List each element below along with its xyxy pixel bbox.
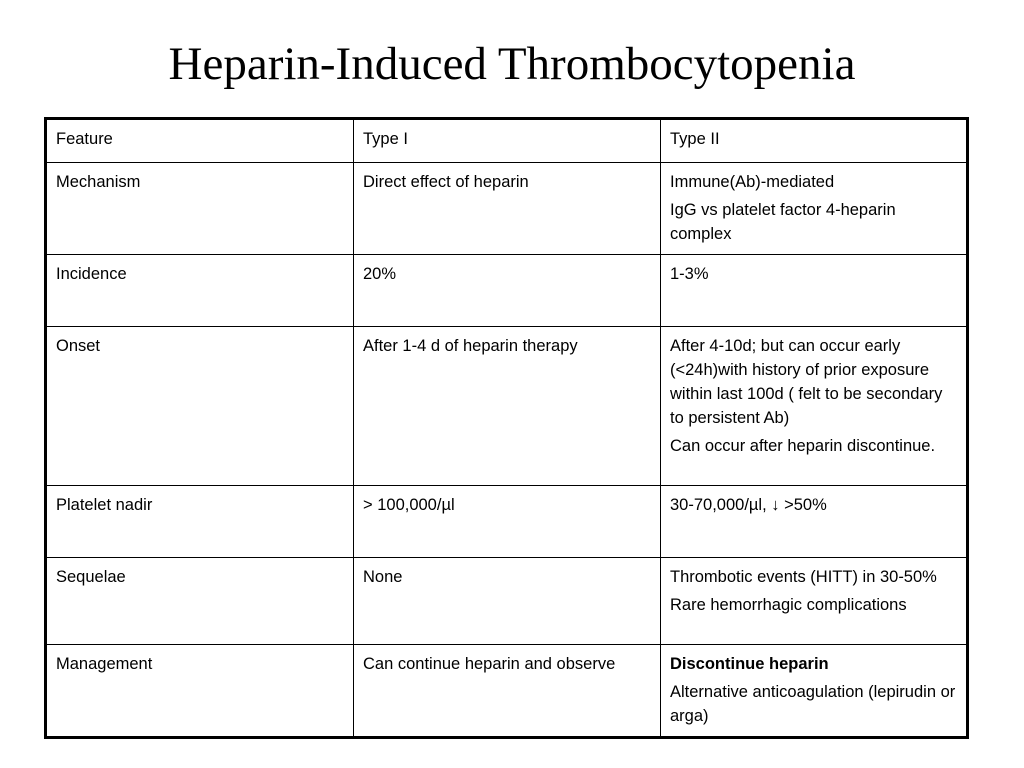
type2-cell [661, 558, 968, 645]
type2-text: 1-3% [670, 265, 709, 283]
feature-cell: Incidence [46, 255, 354, 327]
type1-cell [354, 163, 661, 255]
type1-text: > 100,000/µl [363, 496, 455, 514]
comparison-table [44, 117, 969, 739]
header-cell-feature: Feature [46, 119, 354, 163]
type2-text: Thrombotic events (HITT) in 30-50% [670, 568, 937, 586]
type1-text: None [363, 568, 403, 586]
type1-text: Can continue heparin and observe [363, 655, 616, 673]
type1-cell [354, 327, 661, 486]
type1-text: 20% [363, 265, 397, 283]
header-cell-type1: Type I [354, 119, 661, 163]
type2-text: Can occur after heparin discontinue. [670, 437, 936, 455]
table-header-row [46, 119, 968, 163]
type1-cell [354, 645, 661, 738]
type2-text: IgG vs platelet factor 4-heparin complex [670, 201, 896, 243]
type1-cell [354, 558, 661, 645]
table-row-incidence [46, 255, 968, 327]
header-cell-type2: Type II [661, 119, 968, 163]
type2-text: Immune(Ab)-mediated [670, 173, 835, 191]
type2-cell [661, 645, 968, 738]
table-row-mechanism [46, 163, 968, 255]
type2-cell [661, 486, 968, 558]
type1-cell [354, 486, 661, 558]
slide-title: Heparin-Induced Thrombocytopenia [168, 38, 856, 90]
type2-text: Alternative anticoagulation (lepirudin or arga) [670, 683, 956, 725]
type2-text: Rare hemorrhagic complications [670, 596, 907, 614]
type2-cell [661, 163, 968, 255]
table-row-onset [46, 327, 968, 486]
table-row-sequelae [46, 558, 968, 645]
type2-text-emphasis: Discontinue heparin [670, 655, 829, 673]
feature-cell: Onset [46, 327, 354, 486]
type1-cell [354, 255, 661, 327]
type2-cell [661, 255, 968, 327]
type2-text: 30-70,000/µl, ↓ >50% [670, 496, 827, 514]
type1-text: After 1-4 d of heparin therapy [363, 337, 578, 355]
type1-text: Direct effect of heparin [363, 173, 529, 191]
type2-text: After 4-10d; but can occur early (<24h)with history of prior exposure within last 100d ( felt to be secondary to persistent Ab) [670, 337, 943, 427]
type2-cell [661, 327, 968, 486]
table-row-platelet-nadir [46, 486, 968, 558]
feature-cell: Management [46, 645, 354, 738]
feature-cell: Platelet nadir [46, 486, 354, 558]
feature-cell: Sequelae [46, 558, 354, 645]
table-row-management [46, 645, 968, 738]
feature-cell: Mechanism [46, 163, 354, 255]
